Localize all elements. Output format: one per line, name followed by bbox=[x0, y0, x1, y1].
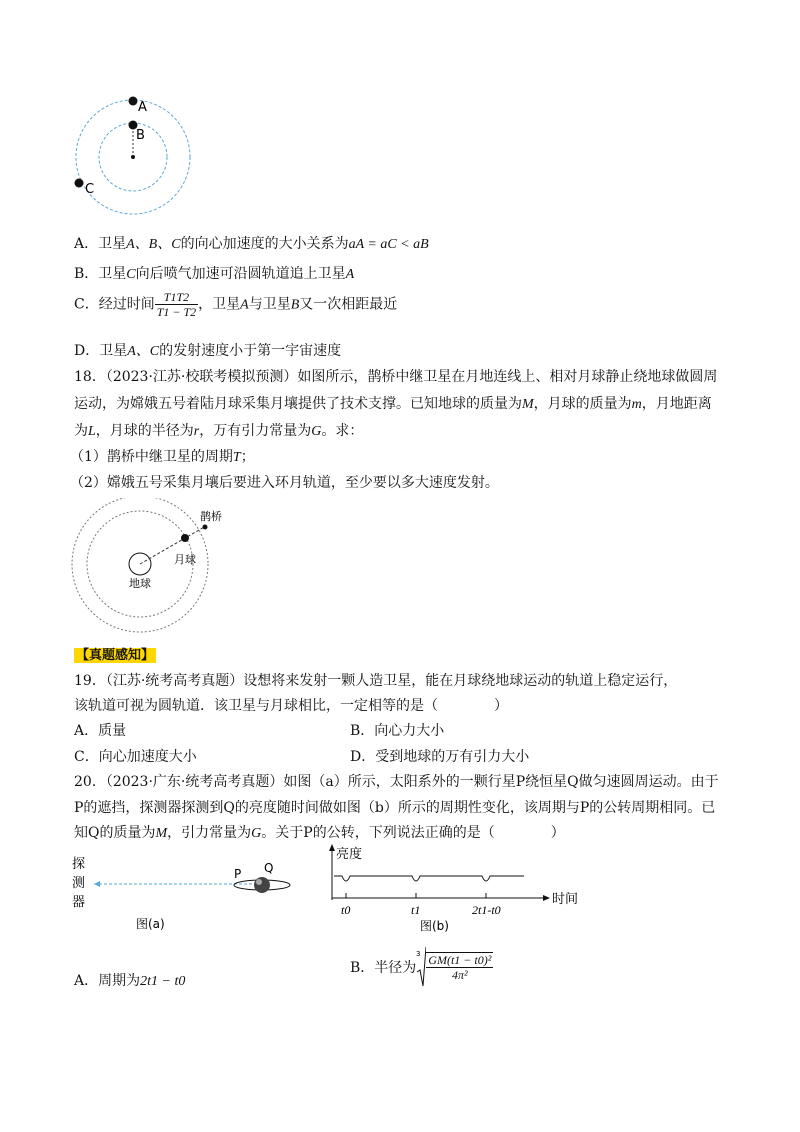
q18-stem-line2: 运动，为嫦娥五号着陆月球采集月壤提供了技术支撑。已知地球的质量为M，月球的质量为m，月地距离 bbox=[74, 396, 712, 412]
earth-label: 地球 bbox=[129, 577, 151, 590]
figure-a-detector bbox=[72, 852, 302, 932]
q20-stem-line1: 20．（2023·广东·统考高考真题）如图（a）所示，太阳系外的一颗行星P绕恒星Q做匀速圆周运动。由于 bbox=[74, 774, 719, 790]
detector-label-2: 测 bbox=[72, 876, 86, 891]
label-c: C bbox=[85, 182, 95, 197]
label-a: A bbox=[138, 100, 147, 115]
q19-stem-line2: 该轨道可视为圆轨道．该卫星与月球相比，一定相等的是（ ） bbox=[74, 698, 508, 714]
q17-option-c: C．经过时间 $\frac{T1T2}{T1 - T2}$ ，卫星A与卫星B又一次相距最近 bbox=[74, 290, 398, 319]
period-formula: 2t1 − t0 bbox=[140, 974, 186, 989]
q17-option-a-formula: aA = aC < aB bbox=[348, 237, 429, 252]
q19-option-b: B．向心力大小 bbox=[350, 723, 445, 739]
q20-stem-line2: P的遮挡，探测器探测到Q的亮度随时间做如图（b）所示的周期性变化，该周期与P的公转周期相同。已 bbox=[74, 800, 716, 816]
x-axis-label: 时间 bbox=[552, 892, 579, 907]
cube-root-sign bbox=[416, 946, 426, 988]
tick-label-t1: t1 bbox=[411, 903, 421, 917]
q19-stem-line1: 19．（江苏·统考高考真题）设想将来发射一颗人造卫星，能在月球绕地球运动的轨道上稳定运行， bbox=[74, 673, 678, 689]
q20-option-b: B．半径为 3 $\frac{\text{GM(t1 − t0)²}}{\text{4π²}}$ bbox=[350, 946, 493, 988]
q17-option-a: A．卫星A、B、C的向心加速度的大小关系为aA = aC < aB bbox=[74, 236, 429, 252]
moon bbox=[181, 534, 189, 542]
figure-a-caption: 图(a) bbox=[136, 917, 165, 931]
q17-option-b: B．卫星C向后喷气加速可沿圆轨道追上卫星A bbox=[74, 266, 355, 282]
center-dot bbox=[131, 155, 135, 159]
q19-option-a: A．质量 bbox=[74, 723, 127, 739]
moon-label: 月球 bbox=[174, 553, 196, 566]
q18-stem-line3: 为L，月球的半径为r，万有引力常量为G。求： bbox=[74, 423, 364, 439]
x-axis-arrow bbox=[543, 895, 550, 901]
section-tag: 【真题感知】 bbox=[76, 648, 155, 663]
queqiao-label: 鹊桥 bbox=[200, 510, 222, 523]
y-axis-arrow bbox=[329, 844, 335, 851]
radius-formula: 3 $\frac{\text{GM(t1 − t0)²}}{\text{4π²}}$ bbox=[416, 946, 493, 988]
q19-option-c: C．向心加速度大小 bbox=[74, 749, 197, 765]
q20-option-a: A．周期为2t1 − t0 bbox=[74, 973, 186, 989]
q18-subquestion-1: （1）鹊桥中继卫星的周期T； bbox=[70, 449, 255, 465]
q18-stem-line1: 18．（2023·江苏·校联考模拟预测）如图所示，鹊桥中继卫星在月地连线上、相对月球静止绕地球做圆周 bbox=[74, 369, 718, 385]
q17-option-d: D．卫星A、C的发射速度小于第一宇宙速度 bbox=[74, 343, 342, 359]
detector-label-3: 器 bbox=[72, 895, 86, 910]
star-q-highlight bbox=[256, 879, 262, 885]
satellite-c bbox=[75, 179, 84, 188]
q19-option-d: D．受到地球的万有引力大小 bbox=[350, 749, 530, 765]
satellite-a bbox=[129, 97, 138, 106]
detector-label-1: 探 bbox=[72, 857, 86, 872]
time-fraction: $\frac{T1T2}{T1 - T2}$ bbox=[156, 290, 197, 319]
tick-label-t0: t0 bbox=[341, 903, 351, 917]
figure-b-caption: 图(b) bbox=[420, 919, 449, 933]
y-axis-label: 亮度 bbox=[336, 847, 363, 862]
arrow-head bbox=[94, 881, 100, 887]
star-q bbox=[254, 877, 270, 893]
planet-p-label: P bbox=[234, 867, 242, 881]
earth-moon-line bbox=[140, 526, 206, 564]
star-q-label: Q bbox=[264, 861, 274, 875]
svg-text:3: 3 bbox=[416, 950, 421, 958]
orbit-figure-abc bbox=[68, 92, 198, 222]
brightness-curve bbox=[334, 876, 524, 881]
label-b: B bbox=[136, 128, 145, 143]
queqiao-satellite bbox=[203, 525, 208, 530]
queqiao-orbit-figure bbox=[70, 498, 222, 643]
tick-label-2t1-t0: 2t1-t0 bbox=[472, 903, 501, 917]
q18-subquestion-2: （2）嫦娥五号采集月壤后要进入环月轨道，至少要以多大速度发射。 bbox=[70, 475, 499, 491]
q20-stem-line3: 知Q的质量为M，引力常量为G。关于P的公转，下列说法正确的是（ ） bbox=[74, 825, 565, 841]
figure-b-brightness-chart bbox=[322, 842, 612, 934]
